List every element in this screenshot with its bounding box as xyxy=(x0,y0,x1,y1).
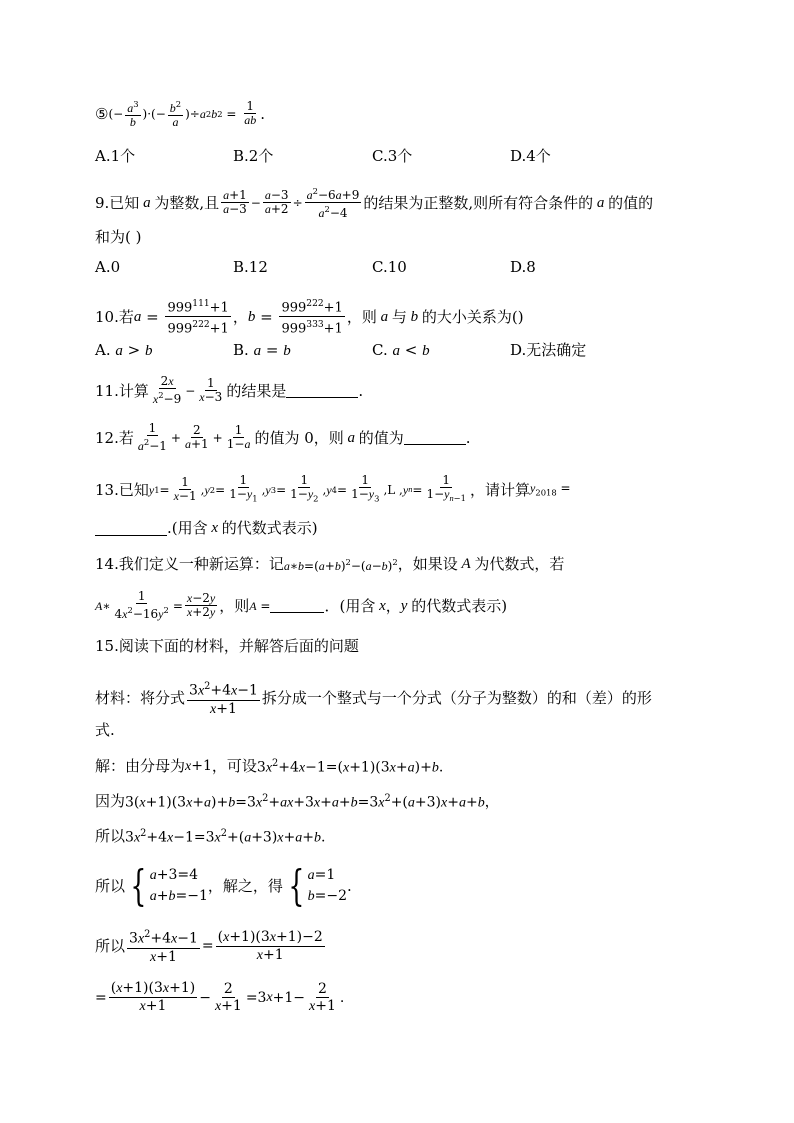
q15-material-suffix: 拆分成一个整式与一个分式（分子为整数）的和（差）的形 xyxy=(261,689,652,708)
q8-option-d: D.4个 xyxy=(510,147,551,165)
q15-so3 xyxy=(95,927,327,966)
q9-stem: 9.已知 a 为整数,且 $\frac{a+1}{a-3}$ − $\frac{a-3}{a+2}$ ÷ $\frac{a^2-6a+9}{a^2-4}$ 的结果为正整数,则所有符合条件的 a 的值的 xyxy=(95,186,654,220)
q8-option-a: A.1个 xyxy=(95,147,136,165)
q10-option-a: A. a > b xyxy=(95,341,153,359)
q9-line2: 和为( ) xyxy=(95,228,142,246)
q13-note: .(用含 xyxy=(167,519,208,537)
q12-prefix: 12.若 xyxy=(95,428,134,447)
q10-suffix2: 的大小关系为() xyxy=(421,307,524,326)
q14-expression: A ∗ $\frac{1}{4x^2-16y^2}$ = $\frac{x-2y}{x+2y}$ xyxy=(95,589,216,621)
q9-mid: 为整数,且 xyxy=(154,193,220,212)
q8-option-b: B.2个 xyxy=(233,147,274,165)
q15-so2-text: 所以 xyxy=(95,877,126,895)
q15-sol1: 解：由分母为 x+1 ，可设 $3x^2+4x-1=(x+1)(3x+a)+b$. xyxy=(95,757,444,776)
q9-suffix: 的结果为正整数,则所有符合条件的 xyxy=(363,193,594,212)
q15-so2: 所以 { a+3=4 a+b=−1 ，解之，得 { a=1 b=−2 . xyxy=(95,861,352,910)
q15-so1-text: 所以 xyxy=(95,827,126,846)
q9-option-a: A.0 xyxy=(95,258,121,276)
q14-note3: 的代数式表示) xyxy=(411,596,508,615)
q11-end: . xyxy=(358,381,364,400)
q15-result-1: $\frac{3x^2+4x-1}{x+1}$ = $\frac{(x+1)(3x+1)-2}{x+1}$ xyxy=(129,928,323,965)
q9-prefix: 9.已知 xyxy=(95,193,140,212)
q13-note2: 的代数式表示) xyxy=(221,519,318,537)
q15-system-1: { a+3=4 a+b=−1 xyxy=(130,861,208,910)
q14-note: ．(用含 xyxy=(324,596,376,615)
q15-sol1-text: 解：由分母为 xyxy=(95,757,186,776)
item5-expression: (− $\frac{a^3}{b}$ )·(− $\frac{b^2}{a}$ )÷ a 2 b 2 = $\frac{1}{ab}$ xyxy=(108,99,257,129)
q13-stem: 13.已知 y 1 = $\frac{1}{x-1}$ , y 2 = $\frac{1}{1-y_1}$ , y 3 = $\frac{1}{1-y_2}$ , y 4 = $\frac{1}{1-y_3}$ ,L , y n = $\frac{1}{1-y_{n-1}}$ ，请计算 $y_{2018}$ = xyxy=(95,473,571,504)
item5-marker: ⑤ xyxy=(95,104,109,123)
q13-calc: ，请计算 xyxy=(470,480,531,499)
q14-suffix: ，如果设 xyxy=(397,555,458,573)
q8-option-c: C.3个 xyxy=(372,147,413,165)
q15-so3-text: 所以 xyxy=(95,937,126,956)
q9-option-c: C.10 xyxy=(372,258,407,276)
q14-note2: ， xyxy=(385,596,401,615)
q11-answer-blank[interactable] xyxy=(286,383,358,398)
q9-option-d: D.8 xyxy=(510,258,536,276)
q11-expression: $\frac{2x}{x^2-9}$ − $\frac{1}{x-3}$ xyxy=(152,374,223,406)
q12-expression: $\frac{1}{a^2-1}$ + $\frac{2}{a+1}$ + $\frac{1}{1-a}$ xyxy=(137,421,251,453)
q15-because-text: 因为 xyxy=(95,792,126,811)
q11-stem xyxy=(95,375,363,406)
q11-prefix: 11.计算 xyxy=(95,381,149,400)
q14-stem: 14.我们定义一种新运算：记 $a∗b=(a+b)^2-(a-b)^2$ ，如果设 A 为代数式，若 xyxy=(95,555,565,573)
q15-sol1b-text: ，可设 xyxy=(211,757,257,776)
q13-line2: .(用含 x 的代数式表示) xyxy=(95,518,318,538)
q11-suffix: 的结果是 xyxy=(226,381,287,400)
q10-a-fraction: $\frac{999^{111}+1}{999^{222}+1}$ xyxy=(165,296,230,338)
q15-material-prefix: 材料：将分式 xyxy=(95,689,186,708)
q15-so1: 所以 $3x^2+4x-1=3x^2+(a+3)x+a+b$. xyxy=(95,827,326,846)
q15-system-2: { a=1 b=−2 xyxy=(288,861,347,910)
q12-end: . xyxy=(465,428,471,447)
q8-item5 xyxy=(95,98,265,129)
q12-suffix: 的值为 0，则 xyxy=(254,428,344,447)
q15-material-end: 式. xyxy=(95,721,115,739)
q13-sequence: y 1 = $\frac{1}{x-1}$ , y 2 = $\frac{1}{1-y_1}$ , y 3 = $\frac{1}{1-y_2}$ , y 4 = $\frac{1}{1-y_3}$ ,L , y n = $\frac{1}{1-y_{n-1}}$ xyxy=(148,473,467,504)
q15-because: 因为 $3(x+1)(3x+a)+b=3x^2+ax+3x+a+b=3x^2+(a+3)x+a+b$， xyxy=(95,792,499,811)
q15-material-fraction: $\frac{3x^2+4x-1}{x+1}$ xyxy=(189,681,258,717)
q14-prefix: 14.我们定义一种新运算：记 xyxy=(95,555,284,573)
q15-material xyxy=(95,679,652,718)
q10-and: 与 xyxy=(391,307,407,326)
q10-option-c: C. a < b xyxy=(372,341,430,359)
q10-stem: 10.若 a = $\frac{999^{111}+1}{999^{222}+1}$ ， b = $\frac{999^{222}+1}{999^{333}+1}$ ，则 a 与 b 的大小关系为() xyxy=(95,296,524,338)
q9-expression: $\frac{a+1}{a-3}$ − $\frac{a-3}{a+2}$ ÷ $\frac{a^2-6a+9}{a^2-4}$ xyxy=(223,186,360,220)
q10-sep: ， xyxy=(232,307,248,326)
q15-solve-text: ，解之，得 xyxy=(207,877,283,895)
q15-result-2: = $\frac{(x+1)(3x+1)}{x+1}$ − $\frac{2}{x+1}$ =3 x +1− $\frac{2}{x+1}$ . xyxy=(95,980,345,1014)
q14-suffix2: 为代数式，若 xyxy=(474,555,565,573)
q10-suffix: ，则 xyxy=(346,307,377,326)
q12-suffix2: 的值为 xyxy=(358,428,404,447)
q14-answer-blank[interactable] xyxy=(270,598,324,613)
q15-title: 15.阅读下面的材料，并解答后面的问题 xyxy=(95,637,359,655)
q12-answer-blank[interactable] xyxy=(404,430,466,445)
q13-prefix: 13.已知 xyxy=(95,480,149,499)
q9-suffix2: 的值的 xyxy=(608,193,654,212)
q14-then: ，则 xyxy=(219,596,250,615)
q10-option-d: D.无法确定 xyxy=(510,341,587,359)
q14-line2: A ∗ $\frac{1}{4x^2-16y^2}$ = $\frac{x-2y}{x+2y}$ ，则 A = ．(用含 x ， y 的代数式表示) xyxy=(95,589,508,621)
q9-option-b: B.12 xyxy=(233,258,268,276)
q10-option-b: B. a = b xyxy=(233,341,291,359)
q10-b-fraction: $\frac{999^{222}+1}{999^{333}+1}$ xyxy=(279,296,344,338)
q12-stem: 12.若 $\frac{1}{a^2-1}$ + $\frac{2}{a+1}$ + $\frac{1}{1-a}$ 的值为 0，则 a 的值为 . xyxy=(95,421,471,453)
item5-end: . xyxy=(260,104,266,123)
q13-answer-blank[interactable] xyxy=(95,521,167,536)
q10-prefix: 10.若 xyxy=(95,307,134,326)
